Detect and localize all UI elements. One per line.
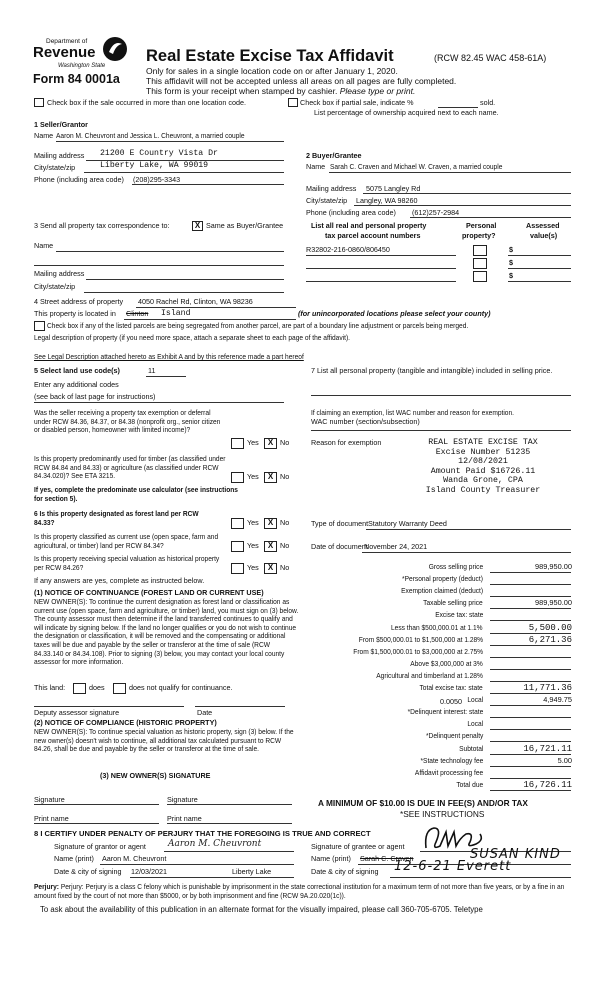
seller-mailing-label: Mailing address bbox=[34, 151, 85, 160]
buyer-mailing-label: Mailing address bbox=[306, 184, 357, 193]
grantor-city: Liberty Lake bbox=[232, 867, 272, 876]
wac-label: WAC number (section/subsection) bbox=[311, 417, 420, 426]
s6q2-yes-checkbox[interactable] bbox=[231, 541, 244, 552]
seller-name-label: Name bbox=[34, 131, 54, 140]
calc-value-16: 5.00 bbox=[557, 755, 572, 765]
notice1-heading: (1) NOTICE OF CONTINUANCE (FOREST LAND OR CURRENT USE) bbox=[34, 588, 264, 597]
parcel-number: R32802-216-0860/806450 bbox=[306, 245, 390, 254]
calc-label-16: *State technology fee bbox=[420, 755, 483, 765]
partial-sale-checkbox[interactable] bbox=[288, 98, 298, 107]
deputy-date-label: Date bbox=[197, 708, 213, 717]
calc-value-10: 11,771.36 bbox=[523, 683, 572, 693]
stamp-line-2: Excise Number 51235 bbox=[435, 447, 531, 457]
calc-label-4: Excise tax: state bbox=[434, 610, 483, 620]
department-label: Department of bbox=[46, 38, 88, 45]
owner-signature-label-1: Signature bbox=[34, 795, 65, 804]
exemption-reason-label: Reason for exemption bbox=[311, 438, 382, 447]
q2-yes-label: Yes bbox=[247, 472, 259, 481]
grantor-date-label: Date & city of signing bbox=[54, 867, 122, 876]
does-checkbox[interactable] bbox=[73, 683, 86, 694]
calc-value-0: 989,950.00 bbox=[535, 562, 572, 571]
seller-city-label: City/state/zip bbox=[34, 163, 76, 172]
parcel-list-heading: List all real and personal property bbox=[311, 221, 427, 230]
document-type: Statutory Warranty Deed bbox=[368, 519, 447, 528]
seller-heading: 1 Seller/Grantor bbox=[34, 120, 88, 129]
does-not-label: does not qualify for continuance. bbox=[129, 683, 233, 692]
additional-codes-label: Enter any additional codes bbox=[34, 380, 119, 389]
calc-value-5: 5,500.00 bbox=[528, 622, 572, 633]
assessed-value-heading-2: value(s) bbox=[530, 231, 558, 240]
s6q3-no-label: No bbox=[280, 563, 290, 572]
calc-label-5: Less than $500,000.01 at 1.1% bbox=[391, 622, 483, 632]
q2-yes-checkbox[interactable] bbox=[231, 472, 244, 483]
s6q1-yes-label: Yes bbox=[247, 518, 259, 527]
calc-label-8: Above $3,000,000 at 3% bbox=[410, 658, 483, 668]
current-use-question: Is this property classified as current use (open space, farm and agricultural, or timber) land per RCW 84.34? bbox=[34, 532, 219, 550]
same-as-buyer-checkbox[interactable]: X bbox=[192, 221, 203, 231]
property-address: 4050 Rachel Rd, Clinton, WA 98236 bbox=[138, 297, 253, 306]
timber-question: Is this property predominantly used for timber (as classified under RCW 84.84 and 84.33) or agriculture (as classified under RCW 84.34.020)? See ETA 3215. bbox=[34, 454, 226, 481]
buyer-city-label: City/state/zip bbox=[306, 196, 348, 205]
forest-land-question: 6 Is this property designated as forest land per RCW 84.33? bbox=[34, 509, 199, 527]
located-struck: Clinton bbox=[126, 309, 149, 318]
sec5-label: 5 Select land use code(s) bbox=[34, 366, 120, 375]
q2-no-label: No bbox=[280, 472, 290, 481]
does-not-checkbox[interactable] bbox=[113, 683, 126, 694]
s6q2-yes-label: Yes bbox=[247, 541, 259, 550]
buyer-name: Sarah C. Craven and Michael W. Craven, a married couple bbox=[330, 162, 503, 171]
revenue-logo-icon bbox=[102, 36, 128, 62]
calc-label-2: Exemption claimed (deduct) bbox=[401, 586, 483, 596]
s6q1-no-label: No bbox=[280, 518, 290, 527]
calc-label-9: Agricultural and timberland at 1.28% bbox=[376, 670, 483, 680]
list-percentage-note: List percentage of ownership acquired next to each name. bbox=[314, 108, 499, 117]
q1-yes-label: Yes bbox=[247, 438, 259, 447]
grantee-name-struck: Sarah C. Craven bbox=[360, 854, 414, 863]
washington-state-label: Washington State bbox=[58, 63, 106, 69]
calc-label-12: *Delinquent interest: state bbox=[407, 707, 483, 717]
stamp-line-5: Wanda Grone, CPA bbox=[443, 476, 523, 486]
grantee-signature-label: Signature of grantee or agent bbox=[311, 842, 405, 851]
grantor-signature-label: Signature of grantor or agent bbox=[54, 842, 146, 851]
q1-no-label: No bbox=[280, 438, 290, 447]
buyer-mailing: 5075 Langley Rd bbox=[366, 184, 421, 193]
calc-label-10: Total excise tax: state bbox=[419, 683, 483, 692]
historic-question: Is this property receiving special valuation as historical property per RCW 84.26? bbox=[34, 554, 220, 572]
assessed-value-heading: Assessed bbox=[526, 221, 560, 230]
sold-label: sold. bbox=[480, 98, 496, 107]
document-date: November 24, 2021 bbox=[364, 542, 428, 551]
personal-property-heading: Personal bbox=[466, 221, 497, 230]
calc-value-18: 16,726.11 bbox=[523, 779, 572, 790]
s6q1-yes-checkbox[interactable] bbox=[231, 518, 244, 529]
notice1-body: NEW OWNER(S): To continue the current designation as forest land or classification as current use (open space, farm and agriculture, or timber) land, you must sign on (3) below. The county assessor must then determine if the land transferred continues to qualify and will indicate by signing below. If the land no longer qualifies or you do not wish to continue the designation or classification, it will be removed and the compensating or additional taxes will be due and payable by the seller or transferor at the time of sale (RCW 84.33.140 or 84.34.108). Prior to signing (3) below, you may contact your local county assessor for more information. bbox=[34, 597, 299, 667]
calc-label-13: Local bbox=[467, 719, 483, 729]
s6q2-no-checkbox[interactable]: X bbox=[264, 541, 277, 552]
exemption-question: Was the seller receiving a property tax exemption or deferral under RCW 84.36, 84.37, or 84.38 (nonprofit org., senior citizen or disabled person, homeowner with limited income)? bbox=[34, 408, 221, 435]
grantee-date-label: Date & city of signing bbox=[311, 867, 379, 876]
grantor-signature: Aaron M. Cheuvront bbox=[168, 839, 262, 849]
perjury-notice: Perjury: Perjury: Perjury is a class C felony which is punishable by imprisonment in the state correctional institution for a maximum term of not more than five years, or by a fine in an amount fixed by the court of not more than $5000, or by both imprisonment and fine (RCW 9A.20.020(1c)). bbox=[34, 882, 565, 900]
calc-label-17: Affidavit processing fee bbox=[414, 767, 483, 777]
located-value: Island bbox=[161, 309, 191, 318]
sec3-mailing-label: Mailing address bbox=[34, 269, 85, 278]
sec8-heading: 8 I CERTIFY UNDER PENALTY OF PERJURY THAT THE FOREGOING IS TRUE AND CORRECT bbox=[34, 829, 371, 838]
stamp-line-3: 12/08/2021 bbox=[458, 457, 508, 467]
grantor-name-label: Name (print) bbox=[54, 854, 94, 863]
see-instructions-note: *SEE INSTRUCTIONS bbox=[400, 809, 485, 819]
subtitle-2: This affidavit will not be accepted unless all areas on all pages are fully completed. bbox=[146, 76, 457, 86]
calc-label-18: Total due bbox=[456, 779, 483, 789]
subtitle-1: Only for sales in a single location code on or after January 1, 2020. bbox=[146, 66, 398, 76]
q1-yes-checkbox[interactable] bbox=[231, 438, 244, 449]
segregated-label: Check box if any of the listed parcels are being segregated from another parcel, are part of a boundary line adjustment or parcels being merged. bbox=[47, 321, 469, 330]
personal-property-checkbox-2[interactable] bbox=[473, 258, 487, 269]
accessibility-footer: To ask about the availability of this publication in an alternate format for the visually impaired, please call 360-705-6705. Teletype bbox=[40, 905, 483, 914]
grantee-name-label: Name (print) bbox=[311, 854, 351, 863]
calc-label-7: From $1,500,000.01 to $3,000,000 at 2.75% bbox=[353, 646, 483, 656]
document-date-label: Date of document bbox=[311, 542, 368, 551]
buyer-phone: (612)257-2984 bbox=[412, 208, 460, 217]
seller-name: Aaron M. Cheuvront and Jessica L. Cheuvront, a married couple bbox=[56, 131, 245, 140]
owner-print-name-label-2: Print name bbox=[167, 814, 202, 823]
excise-stamp bbox=[418, 438, 548, 496]
personal-property-heading-2: property? bbox=[462, 231, 496, 240]
grantor-date: 12/03/2021 bbox=[131, 867, 167, 876]
this-land-label: This land: bbox=[34, 683, 66, 692]
buyer-name-label: Name bbox=[306, 162, 326, 171]
deputy-signature-label: Deputy assessor signature bbox=[34, 708, 120, 717]
stamp-line-1: REAL ESTATE EXCISE TAX bbox=[428, 438, 538, 447]
multi-location-label: Check box if the sale occurred in more than one location code. bbox=[47, 98, 246, 107]
personal-property-checkbox-1[interactable] bbox=[473, 245, 487, 256]
segregated-checkbox[interactable] bbox=[34, 321, 45, 331]
notice2-body: NEW OWNER(S): To continue special valuation as historic property, sign (3) below. If the new owner(s) doesn't wish to continue, all additional tax calculated pursuant to RCW 84.26, shall be due and payable by the seller or transferor at the time of sale. bbox=[34, 727, 294, 754]
s6q1-no-checkbox[interactable]: X bbox=[264, 518, 277, 529]
notice3-heading: (3) NEW OWNER(S) SIGNATURE bbox=[100, 771, 211, 780]
calc-label-15: Subtotal bbox=[458, 743, 483, 753]
parcel-list-heading-2: tax parcel account numbers bbox=[325, 231, 421, 240]
local-rate: 0.0050 bbox=[440, 697, 462, 706]
document-type-label: Type of document bbox=[311, 519, 369, 528]
seller-phone: (208)295-3343 bbox=[133, 175, 181, 184]
seller-mailing: 21200 E Country Vista Dr bbox=[100, 149, 218, 158]
sec4-label: 4 Street address of property bbox=[34, 297, 124, 306]
calc-label-14: *Delinquent penalty bbox=[425, 731, 483, 741]
calc-label-3: Taxable selling price bbox=[423, 598, 483, 608]
s6q3-yes-checkbox[interactable] bbox=[231, 563, 244, 574]
form-number: Form 84 0001a bbox=[33, 72, 120, 86]
grantor-name: Aaron M. Cheuvront bbox=[102, 854, 167, 863]
legal-description: See Legal Description attached hereto as Exhibit A and by this reference made a part hereof bbox=[34, 352, 304, 361]
stamp-line-6: Island County Treasurer bbox=[425, 485, 541, 495]
sec3-city-label: City/state/zip bbox=[34, 282, 76, 291]
minimum-due-notice: A MINIMUM OF $10.00 IS DUE IN FEE(S) AND/OR TAX bbox=[318, 798, 528, 808]
s6q3-no-checkbox[interactable]: X bbox=[264, 563, 277, 574]
buyer-phone-label: Phone (including area code) bbox=[306, 208, 396, 217]
dollar-sign-2: $ bbox=[509, 258, 513, 267]
s6q3-yes-label: Yes bbox=[247, 563, 259, 572]
calc-value-11: 4,949.75 bbox=[543, 695, 572, 705]
same-as-buyer-label: Same as Buyer/Grantee bbox=[206, 221, 284, 230]
personal-property-checkbox-3[interactable] bbox=[473, 271, 487, 282]
partial-sale-label: Check box if partial sale, indicate % bbox=[300, 98, 414, 107]
stamp-line-4: Amount Paid $16726.11 bbox=[430, 466, 536, 476]
calc-label-0: Gross selling price bbox=[428, 562, 483, 571]
calc-label-1: *Personal property (deduct) bbox=[402, 574, 483, 584]
q1-no-checkbox[interactable]: X bbox=[264, 438, 277, 449]
unincorporated-note: (for unincorporated locations please select your county) bbox=[298, 309, 491, 318]
calc-label-6: From $500,000.01 to $1,500,000 at 1.28% bbox=[358, 634, 483, 644]
legal-description-label: Legal description of property (if you need more space, attach a separate sheet to each page of the affidavit). bbox=[34, 333, 351, 342]
buyer-city: Langley, WA 98260 bbox=[356, 196, 418, 205]
does-label: does bbox=[89, 683, 105, 692]
owner-print-name-label-1: Print name bbox=[34, 814, 69, 823]
buyer-heading: 2 Buyer/Grantee bbox=[306, 151, 362, 160]
calc-value-3: 989,950.00 bbox=[535, 598, 572, 608]
s6q2-no-label: No bbox=[280, 541, 290, 550]
notice2-heading: (2) NOTICE OF COMPLIANCE (HISTORIC PROPERTY) bbox=[34, 718, 217, 727]
grantee-name-handwritten: SUSAN KIND bbox=[470, 847, 561, 862]
grantee-date-handwritten: 12-6-21 Everett bbox=[394, 859, 512, 874]
land-use-code: 11 bbox=[148, 366, 156, 375]
calc-value-6: 6,271.36 bbox=[528, 634, 572, 645]
dollar-sign-3: $ bbox=[509, 271, 513, 280]
seller-phone-label: Phone (including area code) bbox=[34, 175, 124, 184]
revenue-logo-text: Revenue bbox=[33, 44, 96, 61]
calc-value-15: 16,721.11 bbox=[523, 743, 572, 754]
dollar-sign-1: $ bbox=[509, 245, 513, 254]
any-yes-note: If any answers are yes, complete as instructed below. bbox=[34, 576, 205, 585]
calc-label-11: Local bbox=[467, 695, 483, 705]
sec7-label: 7 List all personal property (tangible and intangible) included in selling price. bbox=[311, 366, 553, 375]
rcw-reference: (RCW 82.45 WAC 458-61A) bbox=[434, 53, 547, 63]
see-back-note: (see back of last page for instructions) bbox=[34, 392, 156, 401]
subtitle-3: This form is your receipt when stamped by cashier. Please type or print. bbox=[146, 86, 416, 96]
sec3-label: 3 Send all property tax correspondence to: bbox=[34, 221, 170, 230]
if-yes-note: If yes, complete the predominate use calculator (see instructions for section 5). bbox=[34, 485, 238, 503]
page-title: Real Estate Excise Tax Affidavit bbox=[146, 47, 394, 65]
seller-city: Liberty Lake, WA 99019 bbox=[100, 161, 209, 170]
q2-no-checkbox[interactable]: X bbox=[264, 472, 277, 483]
owner-signature-label-2: Signature bbox=[167, 795, 198, 804]
located-label: This property is located in bbox=[34, 309, 116, 318]
multi-location-checkbox[interactable] bbox=[34, 98, 44, 107]
sec3-name-label: Name bbox=[34, 241, 54, 250]
exemption-instruction: If claiming an exemption, list WAC number and reason for exemption. bbox=[311, 408, 515, 417]
